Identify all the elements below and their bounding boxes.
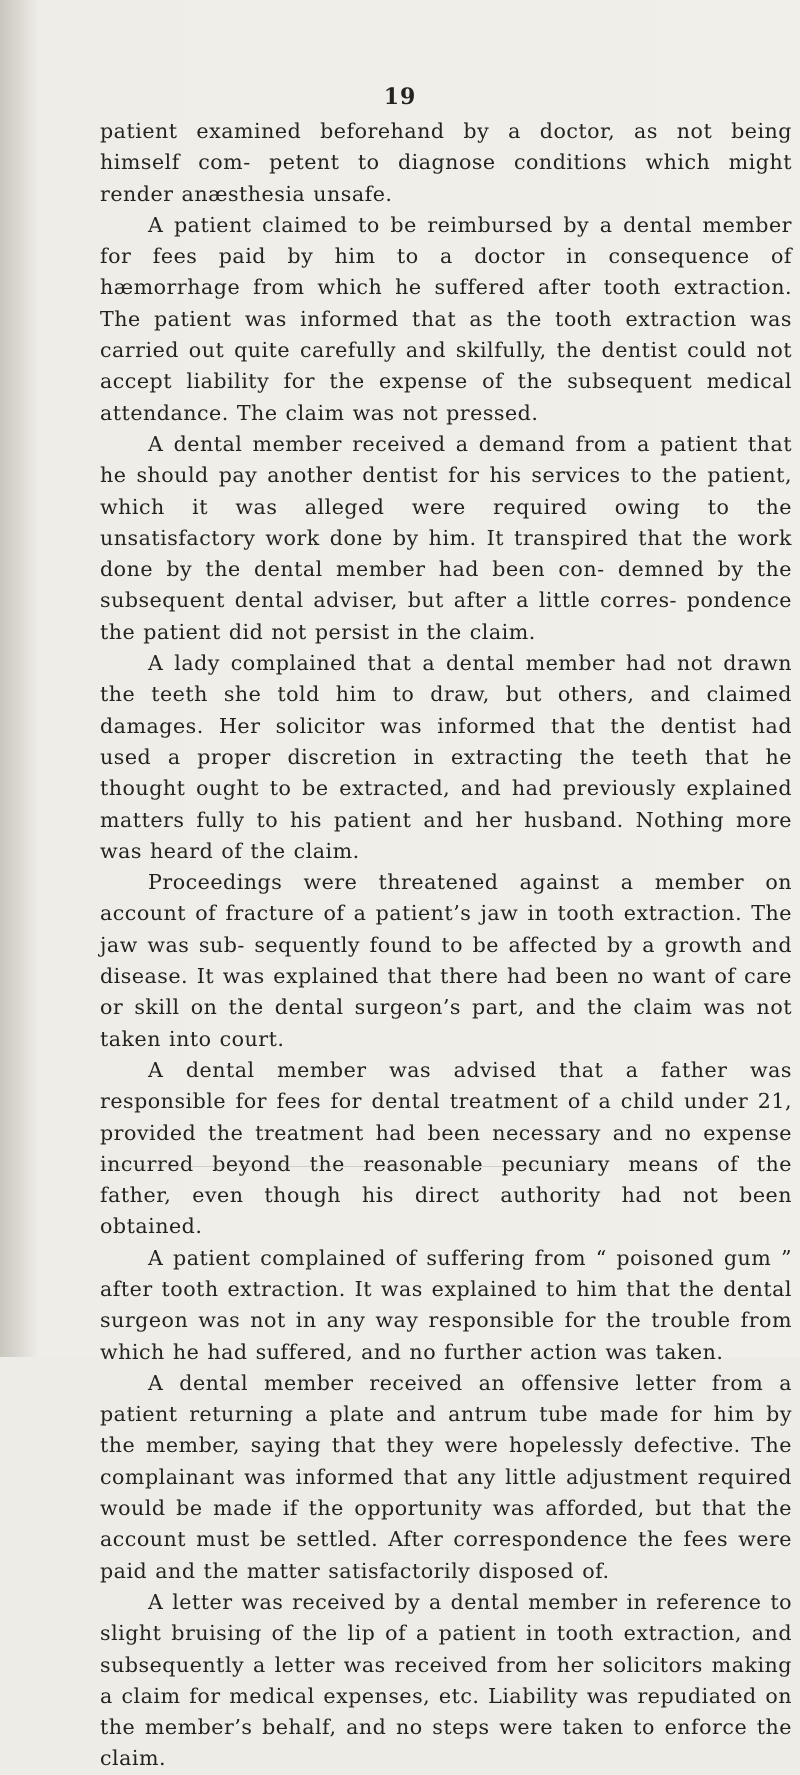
bottom-rule [100, 1166, 540, 1167]
paragraph-2: A patient claimed to be reimbursed by a dental member for fees paid by him to a doctor in consequence of hæmorrhage from which he suffered after tooth extraction. The patient was informed that as the tooth extraction was carried out quite carefully and skilfully, the dentist could not accept liability for the expense of the subsequent medical attendance. The claim was not pressed. [100, 212, 792, 425]
page-number: 19 [383, 84, 417, 110]
page-edge-shadow [0, 0, 38, 1357]
paragraph-6: A dental member was advised that a father was responsible for fees for dental treatment of a child under 21, provided the treatment had been necessary and no expense incurred beyond the reasonable pecuniary means of the father, even though his direct authority had not been obtained. [100, 1057, 792, 1239]
paragraph-8: A dental member received an offensive letter from a patient returning a plate and antrum tube made for him by the member, saying that they were hopelessly defective. The complainant was informed that any little adjustment required would be made if the opportunity was afforded, but that the account must be settled. After correspondence the fees were paid and the matter satisfactorily disposed of. [100, 1370, 792, 1583]
paragraph-7: A patient complained of suffering from “ poisoned gum ” after tooth extraction. It was explained to him that the dental surgeon was not in any way responsible for the trouble from which he had suffered, and no further action was taken. [100, 1245, 792, 1364]
paragraph-1: patient examined beforehand by a doctor, as not being himself com- petent to diagnose conditions which might render anæsthesia unsafe. [100, 119, 792, 206]
paragraph-3: A dental member received a demand from a patient that he should pay another dentist for his services to the patient, which it was alleged were required owing to the unsatisfactory work done by him. It transpired that the work done by the dental member had been con- demned by the subsequent dental adviser, but after a little corres- pondence the patient did not persist in the claim. [100, 431, 792, 644]
body-text [100, 116, 792, 1775]
paragraph-5: Proceedings were threatened against a member on account of fracture of a patient’s jaw in tooth extraction. The jaw was sub- sequently found to be affected by a growth and disease. It was explained that there had been no want of care or skill on the dental surgeon’s part, and the claim was not taken into court. [100, 870, 792, 1051]
paragraph-4: A lady complained that a dental member had not drawn the teeth she told him to draw, but others, and claimed damages. Her solicitor was informed that the dentist had used a proper discretion in extracting the teeth that he thought ought to be extracted, and had previously explained matters fully to his patient and her husband. Nothing more was heard of the claim. [100, 651, 792, 863]
paragraph-9: A letter was received by a dental member in reference to slight bruising of the lip of a patient in tooth extraction, and subsequently a letter was received from her solicitors making a claim for medical expenses, etc. Liability was repudiated on the member’s behalf, and no steps were taken to enforce the claim. [100, 1589, 792, 1771]
